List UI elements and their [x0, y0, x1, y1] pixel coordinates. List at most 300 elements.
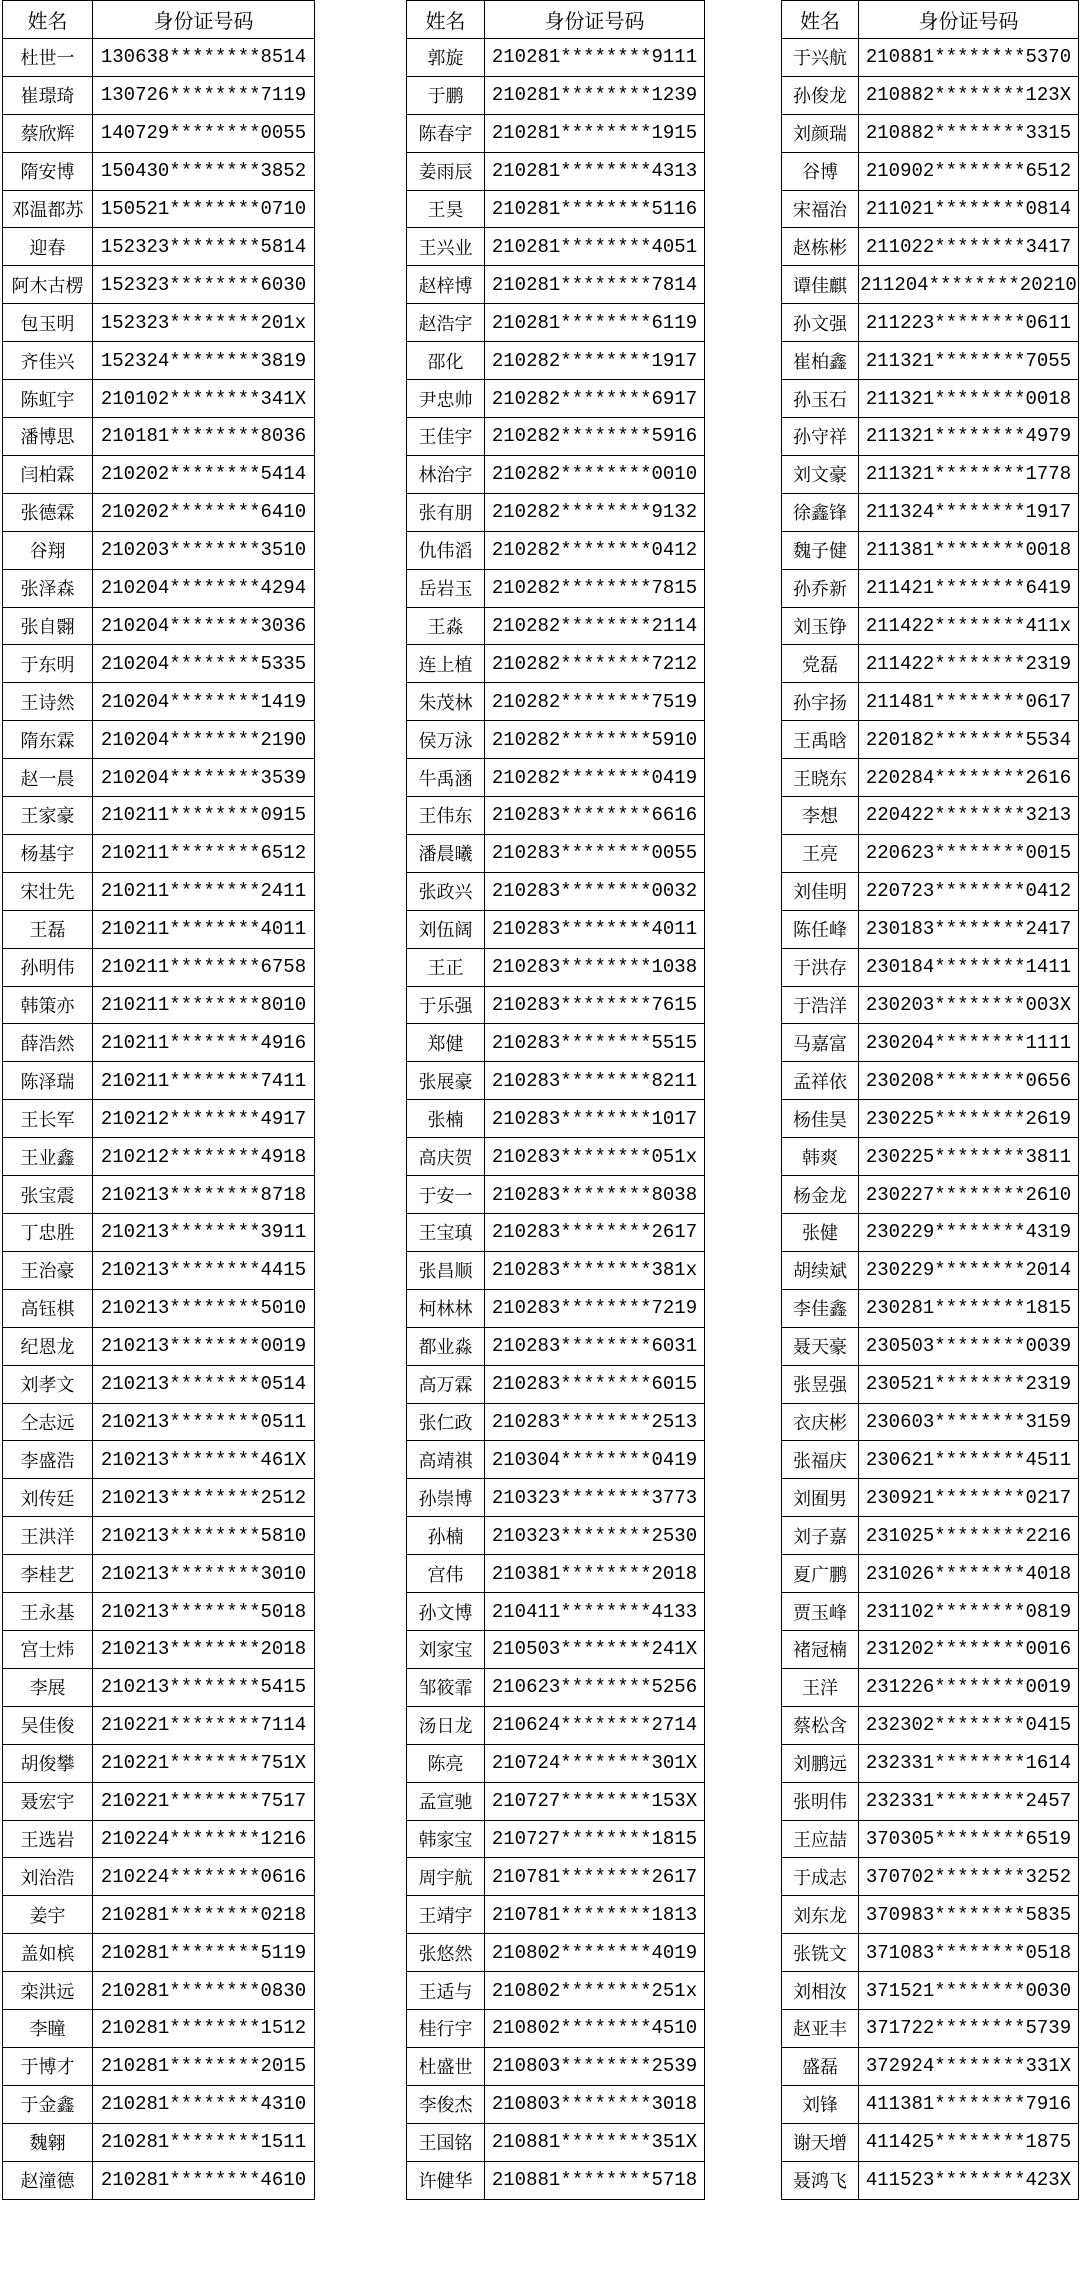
name-cell: 于洪存: [782, 948, 859, 986]
id-number-cell: 210781********2617: [485, 1858, 705, 1896]
id-number-cell: 230503********0039: [859, 1327, 1079, 1365]
table-row: [407, 114, 705, 152]
id-number-cell: 210881********5370: [859, 38, 1079, 76]
table-row: [3, 2047, 315, 2085]
id-number-cell: 210213********5018: [93, 1593, 315, 1631]
table-row: [3, 1024, 315, 1062]
id-number-cell: 210281********9111: [485, 38, 705, 76]
table-row: [3, 493, 315, 531]
id-number-cell: 152324********3819: [93, 342, 315, 380]
id-number-cell: 210211********6758: [93, 948, 315, 986]
table-row: [782, 417, 1079, 455]
id-number-cell: 210283********7615: [485, 986, 705, 1024]
id-number-cell: 210283********5515: [485, 1024, 705, 1062]
table-row: [782, 152, 1079, 190]
name-cell: 张仁政: [407, 1403, 485, 1441]
name-cell: 孙守祥: [782, 417, 859, 455]
table-row: [782, 759, 1079, 797]
name-cell: 王应喆: [782, 1820, 859, 1858]
name-cell: 齐佳兴: [3, 342, 93, 380]
table-row: [407, 493, 705, 531]
id-number-cell: 210323********3773: [485, 1479, 705, 1517]
name-cell: 刘治浩: [3, 1858, 93, 1896]
id-number-cell: 371521********0030: [859, 1972, 1079, 2010]
name-cell: 孙楠: [407, 1517, 485, 1555]
id-number-cell: 231226********0019: [859, 1668, 1079, 1706]
name-cell: 崔柏鑫: [782, 342, 859, 380]
roster-table-1: [2, 0, 315, 2200]
name-cell: 尹忠帅: [407, 380, 485, 418]
name-cell: 韩策亦: [3, 986, 93, 1024]
id-number-cell: 220422********3213: [859, 797, 1079, 835]
id-number-cell: 211321********7055: [859, 342, 1079, 380]
name-cell: 聂天豪: [782, 1327, 859, 1365]
table-row: [407, 2047, 705, 2085]
name-cell: 都业淼: [407, 1327, 485, 1365]
id-number-cell: 210224********1216: [93, 1820, 315, 1858]
id-number-cell: 210283********6015: [485, 1365, 705, 1403]
table-row: [3, 380, 315, 418]
name-cell: 李佳鑫: [782, 1289, 859, 1327]
id-number-cell: 210204********2190: [93, 721, 315, 759]
table-row: [782, 1138, 1079, 1176]
name-cell: 栾洪远: [3, 1972, 93, 2010]
id-number-cell: 210281********5116: [485, 190, 705, 228]
id-number-cell: 210282********0010: [485, 455, 705, 493]
name-cell: 韩家宝: [407, 1820, 485, 1858]
id-number-cell: 411523********423X: [859, 2161, 1079, 2199]
id-number-cell: 150430********3852: [93, 152, 315, 190]
name-cell: 于兴航: [782, 38, 859, 76]
name-cell: 侯万泳: [407, 721, 485, 759]
table-row: [3, 190, 315, 228]
name-cell: 朱茂林: [407, 683, 485, 721]
id-number-cell: 232331********2457: [859, 1782, 1079, 1820]
table-row: [407, 342, 705, 380]
table-row: [407, 380, 705, 418]
name-cell: 姜宇: [3, 1896, 93, 1934]
id-number-cell: 211321********1778: [859, 455, 1079, 493]
name-cell: 马嘉富: [782, 1024, 859, 1062]
id-number-cell: 210281********2015: [93, 2047, 315, 2085]
table-row: [782, 1251, 1079, 1289]
id-number-cell: 210281********1915: [485, 114, 705, 152]
table-row: [407, 2085, 705, 2123]
table-row: [407, 1744, 705, 1782]
name-cell: 宋福治: [782, 190, 859, 228]
id-number-cell: 210281********0218: [93, 1896, 315, 1934]
table-row: [782, 2047, 1079, 2085]
name-cell: 刘锋: [782, 2085, 859, 2123]
name-cell: 孙崇博: [407, 1479, 485, 1517]
id-number-cell: 210213********8718: [93, 1176, 315, 1214]
table-row: [782, 948, 1079, 986]
id-number-cell: 210212********4918: [93, 1138, 315, 1176]
name-cell: 于安一: [407, 1176, 485, 1214]
name-cell: 牛禹涵: [407, 759, 485, 797]
table-row: [782, 190, 1079, 228]
table-row: [782, 1100, 1079, 1138]
id-number-cell: 210283********1017: [485, 1100, 705, 1138]
table-row: [782, 1630, 1079, 1668]
name-cell: 潘博思: [3, 417, 93, 455]
table-row: [3, 2161, 315, 2199]
name-cell: 岳岩玉: [407, 569, 485, 607]
id-number-cell: 230921********0217: [859, 1479, 1079, 1517]
name-cell: 盛磊: [782, 2047, 859, 2085]
name-cell: 刘鹏远: [782, 1744, 859, 1782]
id-number-cell: 211422********2319: [859, 645, 1079, 683]
table-row: [3, 417, 315, 455]
id-number-cell: 210281********4310: [93, 2085, 315, 2123]
table-row: [3, 986, 315, 1024]
id-number-cell: 210283********0055: [485, 834, 705, 872]
id-number-cell: 230183********2417: [859, 910, 1079, 948]
id-number-cell: 371083********0518: [859, 1934, 1079, 1972]
id-number-cell: 220284********2616: [859, 759, 1079, 797]
id-number-cell: 411425********1875: [859, 2123, 1079, 2161]
table-row: [407, 1934, 705, 1972]
id-number-cell: 210204********5335: [93, 645, 315, 683]
name-cell: 赵栋彬: [782, 228, 859, 266]
id-number-cell: 372924********331X: [859, 2047, 1079, 2085]
name-cell: 王佳宇: [407, 417, 485, 455]
table-row: [407, 2123, 705, 2161]
name-cell: 王洋: [782, 1668, 859, 1706]
name-cell: 李盛浩: [3, 1441, 93, 1479]
table-row: [407, 2010, 705, 2048]
id-number-cell: 232302********0415: [859, 1706, 1079, 1744]
id-number-cell: 210304********0419: [485, 1441, 705, 1479]
id-number-cell: 230225********2619: [859, 1100, 1079, 1138]
table-row: [3, 1555, 315, 1593]
name-cell: 陈春宇: [407, 114, 485, 152]
name-cell: 胡俊攀: [3, 1744, 93, 1782]
id-number-cell: 210882********3315: [859, 114, 1079, 152]
id-number-cell: 150521********0710: [93, 190, 315, 228]
table-row: [782, 910, 1079, 948]
id-number-cell: 370983********5835: [859, 1896, 1079, 1934]
id-number-cell: 230521********2319: [859, 1365, 1079, 1403]
id-number-cell: 210211********6512: [93, 834, 315, 872]
name-cell: 王宝瑱: [407, 1214, 485, 1252]
id-number-cell: 210803********3018: [485, 2085, 705, 2123]
table-row: [407, 721, 705, 759]
table-row: [407, 759, 705, 797]
table-row: [782, 569, 1079, 607]
name-header: 姓名: [407, 1, 485, 39]
table-row: [407, 948, 705, 986]
name-cell: 张自翾: [3, 607, 93, 645]
name-cell: 丁忠胜: [3, 1214, 93, 1252]
name-cell: 党磊: [782, 645, 859, 683]
id-number-cell: 211022********3417: [859, 228, 1079, 266]
id-number-cell: 210212********4917: [93, 1100, 315, 1138]
id-number-cell: 210283********6031: [485, 1327, 705, 1365]
table-row: [3, 1517, 315, 1555]
id-number-cell: 231025********2216: [859, 1517, 1079, 1555]
id-number-cell: 230184********1411: [859, 948, 1079, 986]
name-cell: 聂鸿飞: [782, 2161, 859, 2199]
table-row: [782, 1479, 1079, 1517]
name-cell: 赵浩宇: [407, 304, 485, 342]
id-number-cell: 210282********1917: [485, 342, 705, 380]
id-number-cell: 130638********8514: [93, 38, 315, 76]
table-row: [3, 607, 315, 645]
name-cell: 桂行宇: [407, 2010, 485, 2048]
id-number-cell: 210724********301X: [485, 1744, 705, 1782]
table-row: [3, 76, 315, 114]
table-row: [782, 1744, 1079, 1782]
id-number-cell: 231026********4018: [859, 1555, 1079, 1593]
table-row: [407, 455, 705, 493]
table-row: [407, 1858, 705, 1896]
id-number-cell: 210283********2617: [485, 1214, 705, 1252]
id-number-cell: 230229********2014: [859, 1251, 1079, 1289]
name-cell: 李想: [782, 797, 859, 835]
table-row: [782, 1062, 1079, 1100]
name-cell: 孟宣驰: [407, 1782, 485, 1820]
name-cell: 张楠: [407, 1100, 485, 1138]
id-number-cell: 230227********2610: [859, 1176, 1079, 1214]
name-cell: 邵化: [407, 342, 485, 380]
id-number-cell: 230281********1815: [859, 1289, 1079, 1327]
table-row: [782, 1896, 1079, 1934]
name-cell: 高庆贺: [407, 1138, 485, 1176]
table-row: [407, 683, 705, 721]
name-cell: 孙乔新: [782, 569, 859, 607]
table-row: [3, 531, 315, 569]
name-cell: 张宝震: [3, 1176, 93, 1214]
name-cell: 高钰棋: [3, 1289, 93, 1327]
name-cell: 于浩洋: [782, 986, 859, 1024]
roster-table-2: [406, 0, 705, 2200]
table-row: [3, 228, 315, 266]
id-header: 身份证号码: [485, 1, 705, 39]
id-number-cell: 230603********3159: [859, 1403, 1079, 1441]
name-cell: 邹筱霏: [407, 1668, 485, 1706]
table-row: [782, 1024, 1079, 1062]
name-cell: 许健华: [407, 2161, 485, 2199]
table-row: [782, 1214, 1079, 1252]
table-row: [782, 1555, 1079, 1593]
table-row: [3, 266, 315, 304]
id-number-cell: 210213********0514: [93, 1365, 315, 1403]
name-cell: 王适与: [407, 1972, 485, 2010]
id-number-cell: 230229********4319: [859, 1214, 1079, 1252]
id-number-cell: 211321********0018: [859, 380, 1079, 418]
table-row: [782, 76, 1079, 114]
id-number-cell: 211324********1917: [859, 493, 1079, 531]
table-row: [3, 2085, 315, 2123]
id-number-cell: 220723********0412: [859, 872, 1079, 910]
name-cell: 盖如槟: [3, 1934, 93, 1972]
table-row: [782, 607, 1079, 645]
id-number-cell: 210282********0412: [485, 531, 705, 569]
id-number-cell: 211223********0611: [859, 304, 1079, 342]
table-row: [3, 645, 315, 683]
name-cell: 于东明: [3, 645, 93, 683]
name-cell: 刘玉铮: [782, 607, 859, 645]
name-cell: 张政兴: [407, 872, 485, 910]
table-row: [3, 1327, 315, 1365]
id-number-cell: 210283********0032: [485, 872, 705, 910]
name-cell: 王禹晗: [782, 721, 859, 759]
table-row: [407, 266, 705, 304]
name-cell: 蔡欣辉: [3, 114, 93, 152]
id-number-cell: 211204********20210: [859, 266, 1079, 304]
name-cell: 赵梓博: [407, 266, 485, 304]
id-number-cell: 210281********7814: [485, 266, 705, 304]
name-cell: 王淼: [407, 607, 485, 645]
table-row: [407, 797, 705, 835]
id-number-cell: 210381********2018: [485, 1555, 705, 1593]
name-cell: 聂宏宇: [3, 1782, 93, 1820]
name-cell: 仝志远: [3, 1403, 93, 1441]
id-number-cell: 211421********6419: [859, 569, 1079, 607]
table-row: [3, 455, 315, 493]
name-cell: 杨金龙: [782, 1176, 859, 1214]
table-row: [782, 114, 1079, 152]
name-cell: 谭佳麒: [782, 266, 859, 304]
id-number-cell: 210881********351X: [485, 2123, 705, 2161]
name-cell: 张健: [782, 1214, 859, 1252]
id-number-cell: 210181********8036: [93, 417, 315, 455]
name-cell: 王永基: [3, 1593, 93, 1631]
table-row: [782, 1403, 1079, 1441]
name-cell: 王昊: [407, 190, 485, 228]
name-cell: 李俊杰: [407, 2085, 485, 2123]
id-number-cell: 210281********6119: [485, 304, 705, 342]
id-number-cell: 411381********7916: [859, 2085, 1079, 2123]
id-number-cell: 152323********201x: [93, 304, 315, 342]
id-number-cell: 210213********0019: [93, 1327, 315, 1365]
table-row: [3, 1289, 315, 1327]
name-cell: 贾玉峰: [782, 1593, 859, 1631]
table-row: [782, 2123, 1079, 2161]
id-number-cell: 210202********5414: [93, 455, 315, 493]
table-row: [3, 1441, 315, 1479]
table-row: [407, 834, 705, 872]
id-number-cell: 210282********2114: [485, 607, 705, 645]
id-number-cell: 210781********1813: [485, 1896, 705, 1934]
table-row: [782, 493, 1079, 531]
table-row: [782, 304, 1079, 342]
name-cell: 王晓东: [782, 759, 859, 797]
name-cell: 刘家宝: [407, 1630, 485, 1668]
id-number-cell: 210202********6410: [93, 493, 315, 531]
name-cell: 隋东霖: [3, 721, 93, 759]
name-cell: 高万霖: [407, 1365, 485, 1403]
id-number-cell: 220623********0015: [859, 834, 1079, 872]
table-row: [3, 1782, 315, 1820]
name-cell: 郑健: [407, 1024, 485, 1062]
name-cell: 包玉明: [3, 304, 93, 342]
table-row: [407, 1176, 705, 1214]
name-cell: 杜世一: [3, 38, 93, 76]
table-row: [782, 986, 1079, 1024]
table-row: [3, 569, 315, 607]
id-number-cell: 211481********0617: [859, 683, 1079, 721]
name-cell: 于乐强: [407, 986, 485, 1024]
header-row: [3, 1, 315, 39]
id-number-cell: 152323********5814: [93, 228, 315, 266]
table-row: [3, 1176, 315, 1214]
name-cell: 陈亮: [407, 1744, 485, 1782]
table-row: [782, 872, 1079, 910]
header-row: [407, 1, 705, 39]
id-number-cell: 230204********1111: [859, 1024, 1079, 1062]
table-row: [407, 152, 705, 190]
name-cell: 阿木古楞: [3, 266, 93, 304]
name-cell: 李展: [3, 1668, 93, 1706]
table-row: [407, 1327, 705, 1365]
table-row: [782, 1934, 1079, 1972]
name-cell: 孙文博: [407, 1593, 485, 1631]
name-cell: 张德霖: [3, 493, 93, 531]
name-cell: 陈任峰: [782, 910, 859, 948]
name-cell: 姜雨辰: [407, 152, 485, 190]
id-number-cell: 210281********5119: [93, 1934, 315, 1972]
table-row: [3, 1403, 315, 1441]
table-row: [3, 1630, 315, 1668]
table-row: [407, 1517, 705, 1555]
id-number-cell: 210283********2513: [485, 1403, 705, 1441]
name-cell: 褚冠楠: [782, 1630, 859, 1668]
table-row: [782, 2085, 1079, 2123]
id-number-cell: 210282********7519: [485, 683, 705, 721]
table-row: [3, 910, 315, 948]
id-number-cell: 210283********4011: [485, 910, 705, 948]
table-row: [782, 1517, 1079, 1555]
table-row: [407, 1100, 705, 1138]
name-cell: 于金鑫: [3, 2085, 93, 2123]
name-cell: 刘文豪: [782, 455, 859, 493]
name-cell: 赵一晨: [3, 759, 93, 797]
table-row: [407, 645, 705, 683]
table-row: [407, 1024, 705, 1062]
table-row: [782, 1820, 1079, 1858]
name-cell: 刘伍阔: [407, 910, 485, 948]
table-row: [3, 114, 315, 152]
name-header: 姓名: [782, 1, 859, 39]
id-number-cell: 230203********003X: [859, 986, 1079, 1024]
table-row: [782, 1289, 1079, 1327]
table-row: [3, 721, 315, 759]
table-row: [782, 1593, 1079, 1631]
id-number-cell: 210211********4916: [93, 1024, 315, 1062]
id-number-cell: 211321********4979: [859, 417, 1079, 455]
table-row: [3, 2123, 315, 2161]
id-number-cell: 210281********1512: [93, 2010, 315, 2048]
table-row: [3, 1744, 315, 1782]
table-row: [3, 2010, 315, 2048]
id-number-cell: 140729********0055: [93, 114, 315, 152]
name-cell: 薛浩然: [3, 1024, 93, 1062]
table-row: [407, 607, 705, 645]
table-row: [407, 986, 705, 1024]
name-cell: 孙俊龙: [782, 76, 859, 114]
name-cell: 王正: [407, 948, 485, 986]
roster-table-3: [781, 0, 1079, 2200]
name-cell: 邓温都苏: [3, 190, 93, 228]
table-row: [782, 2010, 1079, 2048]
table-row: [407, 1062, 705, 1100]
id-number-cell: 211381********0018: [859, 531, 1079, 569]
table-row: [407, 531, 705, 569]
id-number-cell: 210283********381x: [485, 1251, 705, 1289]
name-cell: 连上植: [407, 645, 485, 683]
